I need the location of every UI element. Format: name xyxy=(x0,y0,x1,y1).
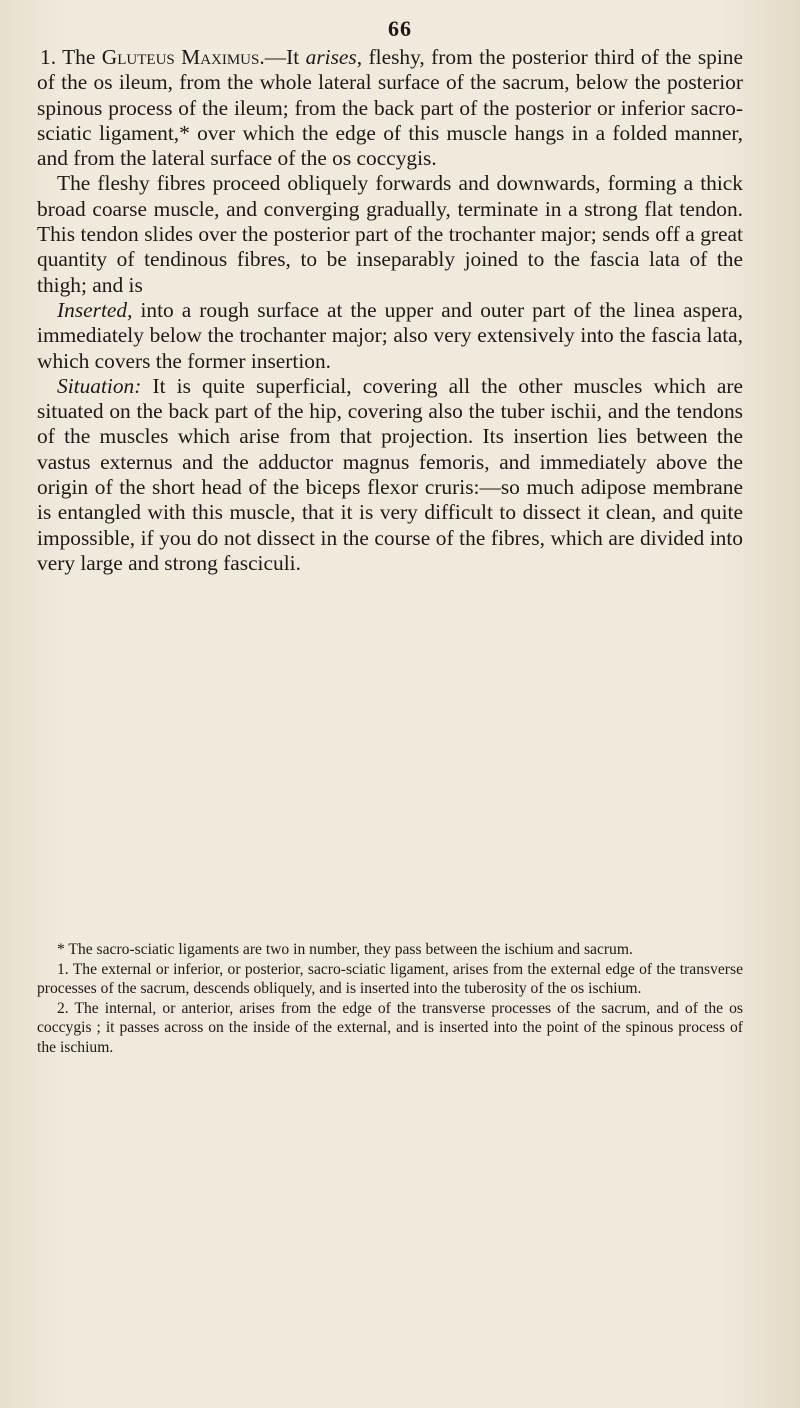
footnote-internal-ligament: 2. The internal, or anterior, arises from the edge of the transverse processes of the sacrum, and of the os coccygis ; it passes across on the inside of the external, and is inserted into the point of the spinous process of the ischium. xyxy=(37,999,743,1056)
arises-label: arises xyxy=(305,45,357,69)
footnotes xyxy=(37,940,743,1057)
paragraph-inserted xyxy=(37,298,743,374)
situation-text: It is quite superficial, covering all the other muscles which are situated on the back part of the hip, covering also the tuber ischii, and the tendons of the muscles which arise from that projection. Its insertion lies between the vastus externus and the adductor magnus femoris, and immediately above the origin of the short head of the biceps flexor cruris:—so much adipose membrane is entangled with this muscle, that it is very difficult to dissect it clean, and quite impossible, if you do not dissect in the course of the fibres, which are divided into very large and strong fasciculi. xyxy=(37,373,743,575)
paragraph-situation xyxy=(37,374,743,576)
paragraph-fibres: The fleshy fibres proceed obliquely forwards and downwards, forming a thick broad coarse muscle, and converging gradually, terminate in a strong flat tendon. This tendon slides over the posterior part of the trochanter major; sends off a great quantity of tendinous fibres, to be inseparably joined to the fascia lata of the thigh; and is xyxy=(37,171,743,297)
footnote-ligaments: * The sacro-sciatic ligaments are two in number, they pass between the ischium and sacrum. xyxy=(57,941,633,958)
footnote-external-ligament: 1. The external or inferior, or posterior, sacro-sciatic ligament, arises from the external edge of the transverse processes of the sacrum, descends obliquely, and is inserted into the tuberosity of the os ischium. xyxy=(37,960,743,997)
inserted-text: into a rough surface at the upper and outer part of the linea aspera, immediately below the trochanter major; also very extensively into the fascia lata, which covers the former insertion. xyxy=(37,297,743,373)
body-text xyxy=(37,45,743,576)
page-number: 66 xyxy=(388,16,412,41)
inserted-label: Inserted, xyxy=(57,297,133,322)
origin-text: , fleshy, from the posterior third of the spine of the os ileum, from the whole lateral surface of the sacrum, below the posterior spinous process of the ileum; from the back part of the posterior or inferior sacro-sciatic ligament,* over which the edge of this muscle hangs in a folded manner, and from the lateral surface of the os coccygis. xyxy=(37,45,743,171)
situation-label: Situation: xyxy=(57,373,142,398)
muscle-name: Gluteus Maximus xyxy=(101,45,260,69)
dash-it: .—It xyxy=(259,45,300,69)
section-number: 1. xyxy=(40,45,57,69)
paragraph-gluteus-maximus xyxy=(37,45,743,171)
the-word: The xyxy=(62,45,96,69)
